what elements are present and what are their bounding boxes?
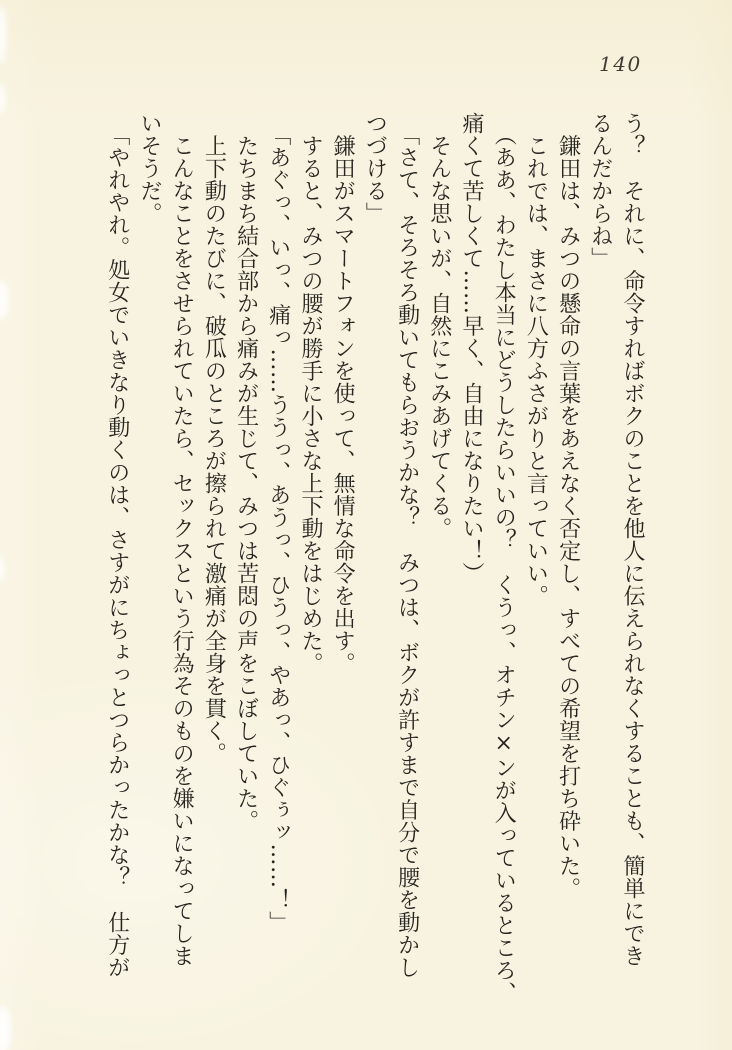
- text-line: すると、みつの腰が勝手に小さな上下動をはじめた。: [297, 112, 323, 675]
- text-line: 鎌田は、みつの懸命の言葉をあえなく否定し、すべての希望を打ち砕いた。: [555, 112, 581, 900]
- text-line: 鎌田がスマートフォンを使って、無情な命令を出す。: [330, 112, 356, 675]
- scan-artifact: [0, 1006, 11, 1050]
- text-block: [101, 112, 648, 1022]
- text-line: これでは、まさに八方ふさがりと言っていい。: [523, 112, 549, 607]
- text-line: たちまち結合部から痛みが生じて、みつは苦悶の声をこぼしていた。: [233, 112, 259, 832]
- text-line: そんな思いが、自然にこみあげてくる。: [426, 112, 452, 540]
- scan-artifact: [0, 556, 4, 582]
- text-line: 「あぐっ、いっ、痛っ……ううっ、あうっ、ひうっ、やあっ、ひぐぅッ……！」: [265, 112, 291, 934]
- text-line: う？ それに、命令すればボクのことを他人に伝えられなくすることも、簡単にでき: [620, 112, 645, 967]
- text-line: つづける」: [362, 112, 388, 225]
- scan-artifact: [0, 6, 6, 64]
- scan-artifact: [0, 280, 8, 320]
- text-line: 「さて、そろそろ動いてもらおうかな？ みつは、ボクが許すまで自分で腰を動かし: [394, 112, 420, 979]
- text-line: （ああ、わたし本当にどうしたらいいの？ くうっ、オチン×ンが入っているところ、: [491, 112, 517, 1004]
- text-line: 「やれやれ。処女でいきなり動くのは、さすがにちょっとつらかったかな？ 仕方が: [104, 112, 130, 979]
- text-line: いそうだ。: [136, 112, 162, 225]
- text-line: こんなことをさせられていたら、セックスという行為そのものを嫌いになってしま: [169, 112, 195, 967]
- page-number: 140: [599, 52, 642, 76]
- text-line: 上下動のたびに、破瓜のところが擦られて激痛が全身を貫く。: [201, 112, 227, 765]
- text-line: るんだからね」: [587, 112, 613, 270]
- text-line: 痛くて苦しくて……早く、自由になりたい！）: [458, 112, 484, 585]
- scan-artifact: [0, 84, 5, 114]
